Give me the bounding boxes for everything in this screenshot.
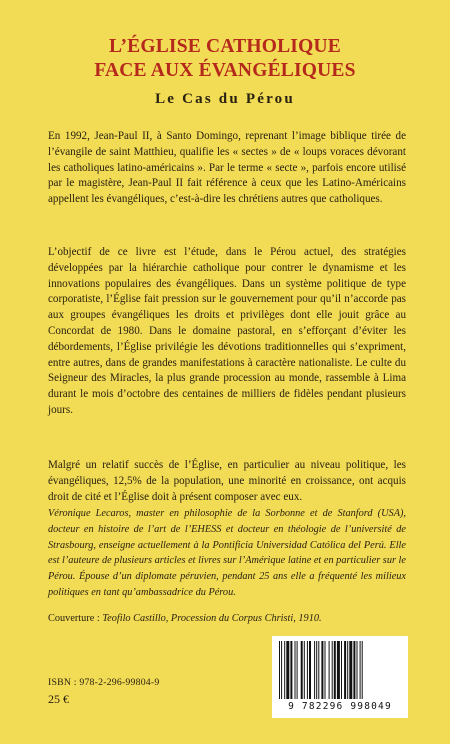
cover-credit-line bbox=[48, 612, 406, 626]
barcode-number: 9 782296 998049 bbox=[288, 701, 392, 712]
cover-credit-text: Teofilo Castillo, Procession du Corpus Christi, 1910. bbox=[102, 613, 322, 624]
cover-credit-label: Couverture : bbox=[48, 613, 103, 624]
barcode bbox=[272, 636, 408, 718]
blurb-paragraph-2: L’objectif de ce livre est l’étude, dans le Pérou actuel, des stratégies développées par la hiérarchie catholique pour contrer le dynamisme et les innovations populaires des évangéliques. Dans un système politique de type corporatiste, l’Église fait pression sur le gouvernement pour qu’il n’accorde pas aux groupes évangéliques les droits et privilèges dont elle jouit grâce au Concordat de 1980. Dans le domaine pastoral, en s’efforçant d’éviter les débordements, l’Église privilégie les dévotions traditionnelles qui s’expriment, entre autres, dans de grandes manifestations à caractère nationaliste. Le culte du Seigneur des Miracles, la plus grande procession au monde, rassemble à Lima durant le mois d’octobre des centaines de milliers de fidèles pendant plusieurs jours. bbox=[48, 246, 406, 416]
book-subtitle: Le Cas du Pérou bbox=[155, 91, 295, 107]
isbn-text: ISBN : 978-2-296-99804-9 bbox=[48, 677, 160, 688]
author-bio: Véronique Lecaros, master en philosophie de la Sorbonne et de Stanford (USA), docteur en histoire de l’art de l’EHESS et docteur en théologie de l’université de Strasbourg, enseigne actuellement à la Pontificia Universidad Católica del Perú. Elle est l’auteure de plusieurs articles et livres sur l’Amérique latine et en particulier sur le Pérou. Épouse d’un diplomate péruvien, pendant 25 ans elle a fréquenté les milieux politiques en tant qu’ambassadrice du Pérou. bbox=[48, 508, 406, 598]
book-title-line-1: L’ÉGLISE CATHOLIQUE bbox=[109, 36, 341, 57]
barcode-bars bbox=[278, 641, 402, 699]
book-title-line-2: FACE AUX ÉVANGÉLIQUES bbox=[94, 60, 356, 81]
price-text: 25 € bbox=[48, 692, 69, 706]
blurb-paragraph-1: En 1992, Jean-Paul II, à Santo Domingo, reprenant l’image biblique tirée de l’évangile de saint Matthieu, qualifie les « sectes » de « loups voraces dévorant les catholiques latino-américains ». Par le terme « secte », parfois encore utilisé par le magistère, Jean-Paul II fait référence à ceux que les Latino-Américains appellent les évangéliques, c’est-à-dire les chrétiens autres que catholiques. bbox=[48, 130, 406, 206]
blurb-paragraph-3: Malgré un relatif succès de l’Église, en particulier au niveau politique, les évangéliques, 12,5% de la population, une minorité en croissance, ont acquis droit de cité et l’Église doit à présent composer avec eux. bbox=[48, 459, 406, 503]
